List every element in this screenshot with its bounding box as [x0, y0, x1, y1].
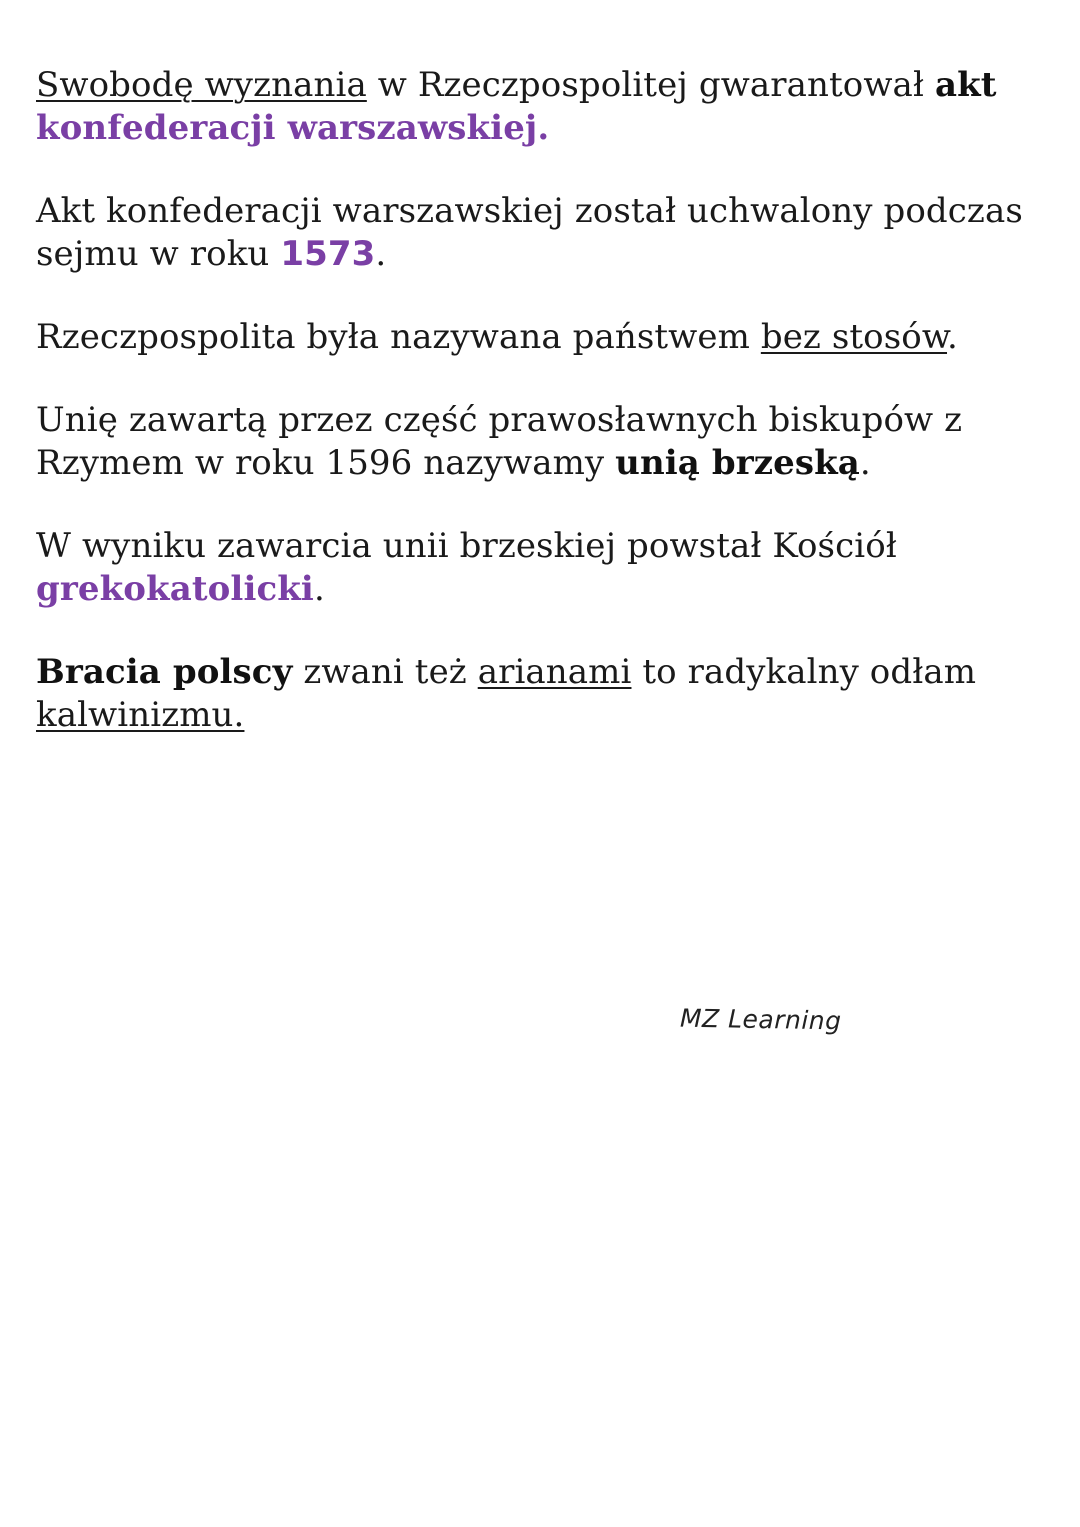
paragraph-union-of-brest — [36, 399, 1056, 485]
highlighted-answer: grekokatolicki — [36, 569, 314, 609]
signature: MZ Learning — [679, 1003, 842, 1036]
text-fragment: . — [947, 317, 958, 357]
paragraph-religious-freedom — [36, 64, 1056, 150]
bold-term: Bracia polscy — [36, 652, 293, 692]
paragraph-confederation-year — [36, 190, 1056, 276]
paragraph-greek-catholic-church — [36, 525, 1056, 611]
paragraph-state-without-stakes — [36, 316, 1056, 359]
text-fragment: W wyniku zawarcia unii brzeskiej powstał Kościół — [36, 526, 897, 566]
bold-term: unią brzeską — [615, 443, 860, 483]
text-fragment: zwani też — [292, 652, 478, 692]
highlighted-answer: konfederacji warszawskiej. — [36, 108, 550, 148]
underlined-term: bez stosów — [760, 317, 948, 357]
text-fragment: to radykalny odłam — [631, 652, 977, 692]
underlined-term: kalwinizmu. — [36, 695, 245, 735]
text-fragment: Unię zawartą przez część prawosławnych biskupów z Rzymem w roku 1596 nazywamy — [36, 400, 963, 483]
underlined-term: arianami — [477, 652, 632, 692]
text-fragment: . — [375, 234, 387, 274]
text-fragment: Rzeczpospolita była nazywana państwem — [36, 317, 761, 357]
highlighted-year: 1573 — [280, 234, 376, 274]
bold-term: akt — [934, 65, 997, 105]
paragraph-polish-brethren — [36, 651, 1056, 737]
text-fragment: Akt konfederacji warszawskiej został uchwalony podczas sejmu w roku — [36, 191, 1023, 274]
document-body — [36, 64, 1056, 777]
text-fragment: w Rzeczpospolitej gwarantował — [366, 65, 935, 105]
text-fragment: . — [859, 443, 871, 483]
underlined-term: Swobodę wyznania — [36, 65, 367, 105]
text-fragment: . — [313, 569, 325, 609]
